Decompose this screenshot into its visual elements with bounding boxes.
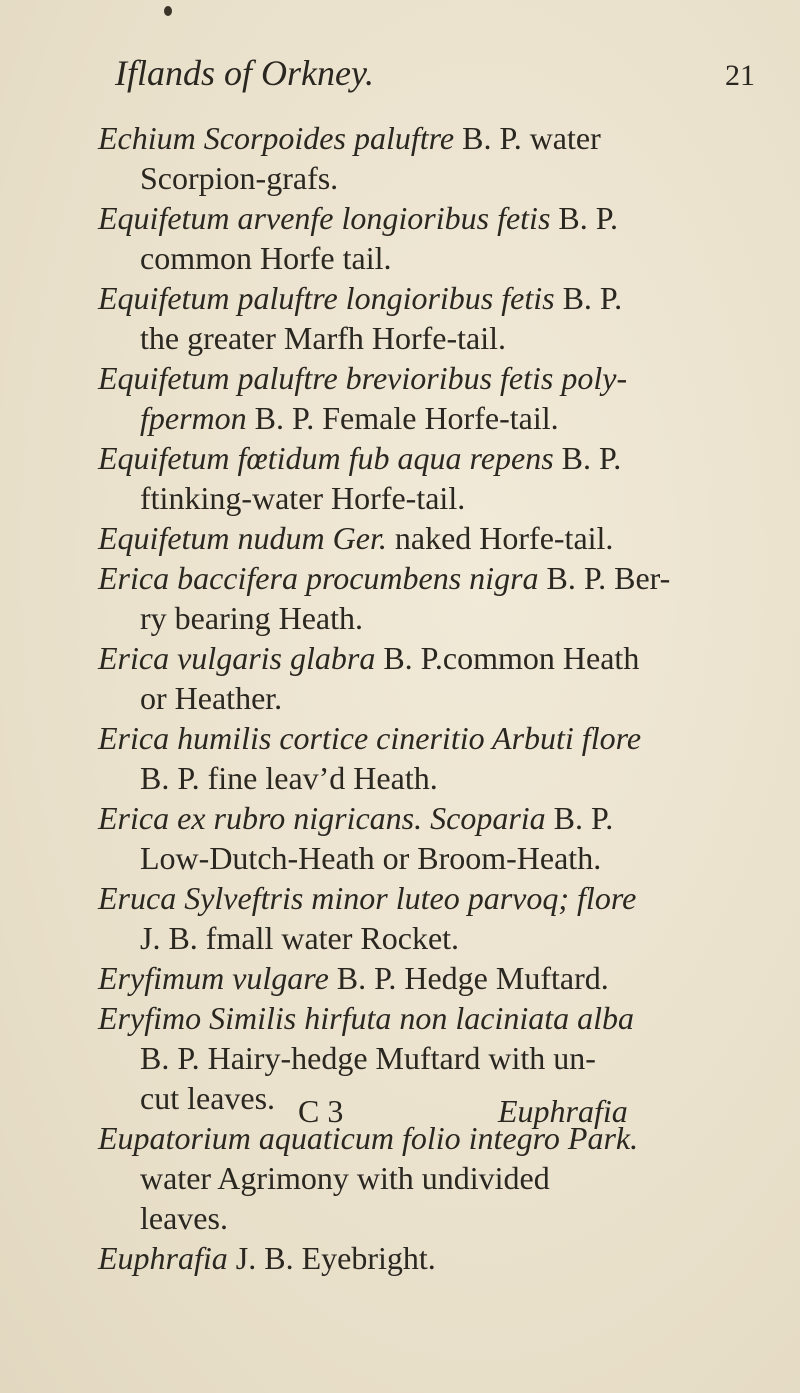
plant-entry [98, 118, 778, 198]
entry-line [98, 838, 778, 878]
english-name: B. P. Ber- [538, 560, 671, 596]
plant-entry [98, 958, 778, 998]
plant-entry [98, 798, 778, 878]
latin-name: Erica baccifera procumbens nigra [98, 560, 539, 596]
latin-name: Erica vulgaris glabra [98, 640, 376, 676]
entry-line [98, 878, 778, 918]
entry-line [98, 1078, 778, 1118]
english-name: B. P. [545, 800, 614, 836]
latin-name: Echium Scorpoides paluftre [98, 120, 455, 156]
entry-line [98, 718, 778, 758]
english-name: B. P. fine leav’d Heath. [140, 760, 438, 796]
plant-entry [98, 1118, 778, 1238]
english-name: B. P. [554, 280, 623, 316]
plant-entry [98, 718, 778, 798]
english-name: B. P. Hairy-hedge Muftard with un- [140, 1040, 596, 1076]
plant-list [98, 118, 778, 1278]
entry-line [98, 278, 778, 318]
entry-line [98, 478, 778, 518]
catchword: Euphrafia [498, 1093, 628, 1129]
latin-name: Euphrafia [98, 1240, 228, 1276]
signature-mark: C 3 [298, 1093, 344, 1129]
running-head [95, 52, 755, 94]
plant-entry [98, 998, 778, 1118]
english-name: B. P. Female Horfe-tail. [246, 400, 559, 436]
latin-name: Eupatorium aquaticum folio integro Park. [98, 1120, 639, 1156]
entry-line [98, 158, 778, 198]
entry-line [98, 1038, 778, 1078]
entry-line [98, 918, 778, 958]
english-name: water Agrimony with undivided [140, 1160, 550, 1196]
plant-entry [98, 198, 778, 278]
entry-line [98, 518, 778, 558]
english-name: cut leaves. [140, 1080, 276, 1116]
latin-name: fpermon [140, 400, 247, 436]
plant-entry [98, 438, 778, 518]
plant-entry [98, 518, 778, 558]
english-name: ftinking-water Horfe-tail. [140, 480, 466, 516]
entry-line [98, 558, 778, 598]
entry-line [98, 1118, 778, 1158]
entry-line [98, 758, 778, 798]
latin-name: Equifetum nudum Ger. [98, 520, 387, 556]
entry-line [98, 998, 778, 1038]
entry-line [98, 118, 778, 158]
english-name: Scorpion-grafs. [140, 160, 339, 196]
entry-line [98, 238, 778, 278]
english-name: B. P.common Heath [375, 640, 640, 676]
entry-line [98, 438, 778, 478]
english-name: B. P. [553, 440, 622, 476]
english-name: J. B. fmall water Rocket. [140, 920, 460, 956]
plant-entry [98, 558, 778, 638]
entry-line [98, 1198, 778, 1238]
english-name: J. B. Eyebright. [227, 1240, 436, 1276]
entry-line [98, 1238, 778, 1278]
entry-line [98, 798, 778, 838]
english-name: B. P. Hedge Muftard. [328, 960, 609, 996]
entry-line [98, 358, 778, 398]
plant-entry [98, 358, 778, 438]
latin-name: Equifetum paluftre longioribus fetis [98, 280, 555, 316]
latin-name: Eruca Sylveftris minor luteo parvoq; flore [98, 880, 637, 916]
latin-name: Erica ex rubro nigricans. Scoparia [98, 800, 546, 836]
entry-line [98, 318, 778, 358]
plant-entry [98, 278, 778, 358]
english-name: leaves. [140, 1200, 228, 1236]
latin-name: Erica humilis cortice cineritio Arbuti flore [98, 720, 642, 756]
english-name: common Horfe tail. [140, 240, 392, 276]
page-number: 21 [725, 59, 755, 92]
entry-line [98, 198, 778, 238]
plant-entry [98, 638, 778, 718]
entry-line [98, 398, 778, 438]
entry-line [98, 598, 778, 638]
latin-name: Eryfimo Similis hirfuta non laciniata alba [98, 1000, 634, 1036]
plant-entry [98, 1238, 778, 1278]
english-name: Low-Dutch-Heath or Broom-Heath. [140, 840, 602, 876]
english-name: or Heather. [140, 680, 283, 716]
english-name: B. P. water [454, 120, 601, 156]
latin-name: Equifetum paluftre brevioribus fetis poly- [98, 360, 628, 396]
english-name: naked Horfe-tail. [386, 520, 614, 556]
entry-line [98, 678, 778, 718]
english-name: ry bearing Heath. [140, 600, 364, 636]
plant-entry [98, 878, 778, 958]
latin-name: Equifetum fœtidum fub aqua repens [98, 440, 554, 476]
entry-line [98, 638, 778, 678]
entry-line [98, 1158, 778, 1198]
running-title: Iflands of Orkney. [115, 53, 374, 93]
ink-speck [164, 6, 172, 16]
entry-line [98, 958, 778, 998]
english-name: B. P. [550, 200, 618, 236]
english-name: the greater Marfh Horfe-tail. [140, 320, 507, 356]
latin-name: Eryfimum vulgare [98, 960, 329, 996]
latin-name: Equifetum arvenfe longioribus fetis [98, 200, 551, 236]
